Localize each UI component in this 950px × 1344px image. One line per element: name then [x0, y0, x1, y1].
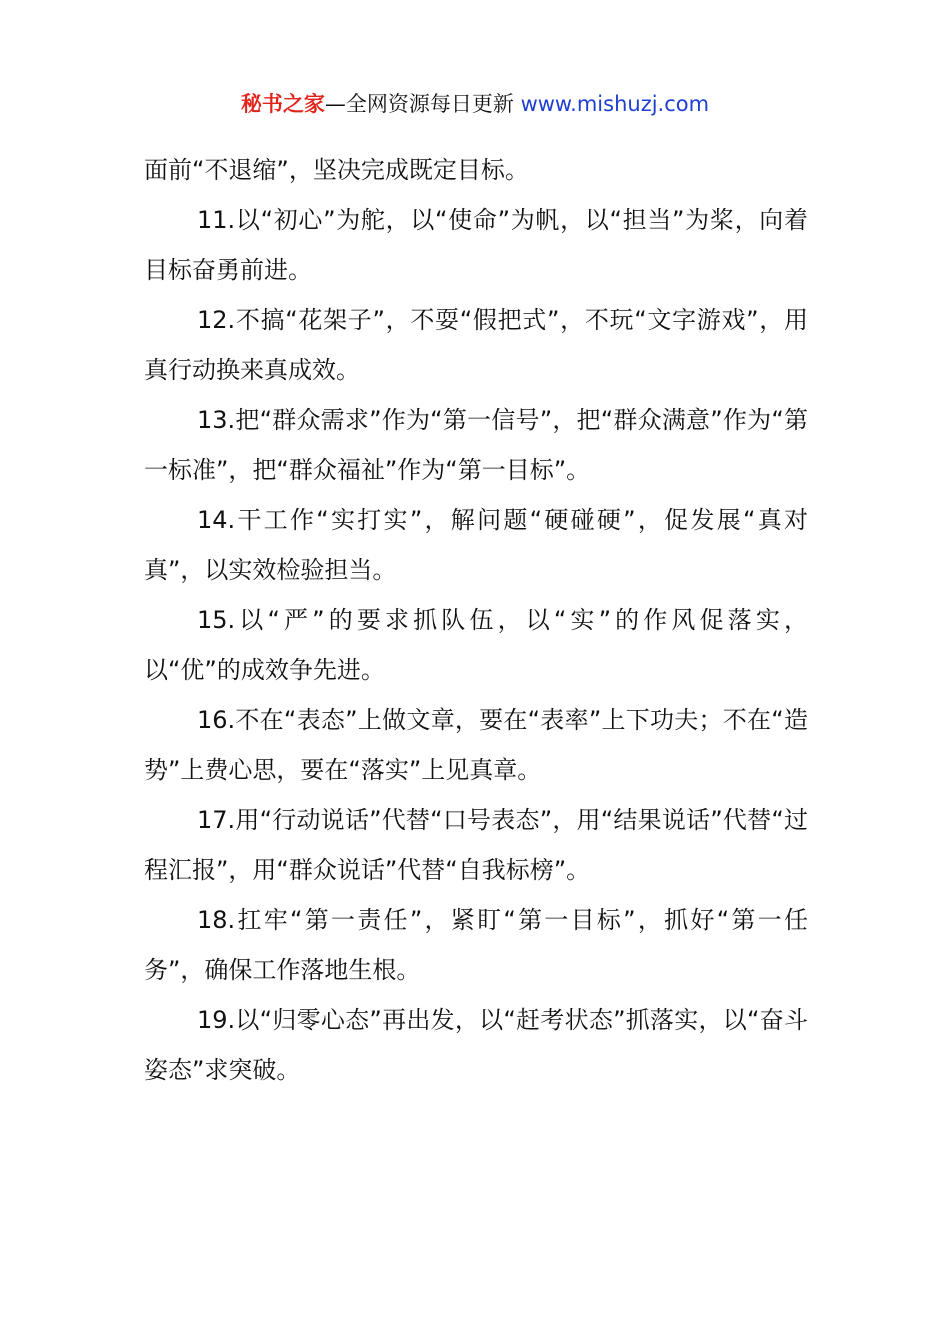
document-body: [144, 145, 808, 1095]
site-brand: 秘书之家: [240, 92, 325, 116]
paragraph-continuation: 面前“不退缩”，坚决完成既定目标。: [144, 156, 529, 184]
list-item-16: 16.不在“表态”上做文章，要在“表率”上下功夫；不在“造势”上费心思，要在“落实”上见真章。: [144, 706, 808, 784]
list-item-14: 14.干工作“实打实”，解问题“硬碰硬”，促发展“真对真”，以实效检验担当。: [144, 506, 808, 584]
list-item-19: 19.以“归零心态”再出发，以“赶考状态”抓落实，以“奋斗姿态”求突破。: [144, 1006, 808, 1084]
list-item-11: 11.以“初心”为舵，以“使命”为帆，以“担当”为桨，向着目标奋勇前进。: [144, 206, 808, 284]
site-tagline: —全网资源每日更新: [324, 92, 521, 116]
list-item-18: 18.扛牢“第一责任”，紧盯“第一目标”，抓好“第一任务”，确保工作落地生根。: [144, 906, 808, 984]
list-item-15: 15.以“严”的要求抓队伍，以“实”的作风促落实，以“优”的成效争先进。: [144, 606, 808, 684]
list-item-12: 12.不搞“花架子”，不耍“假把式”，不玩“文字游戏”，用真行动换来真成效。: [144, 306, 808, 384]
list-item-13: 13.把“群众需求”作为“第一信号”，把“群众满意”作为“第一标准”，把“群众福祉”作为“第一目标”。: [144, 406, 808, 484]
site-url-link[interactable]: www.mishuzj.com: [520, 92, 710, 116]
list-item-17: 17.用“行动说话”代替“口号表态”，用“结果说话”代替“过程汇报”，用“群众说话”代替“自我标榜”。: [144, 806, 808, 884]
page-header: [0, 88, 950, 120]
